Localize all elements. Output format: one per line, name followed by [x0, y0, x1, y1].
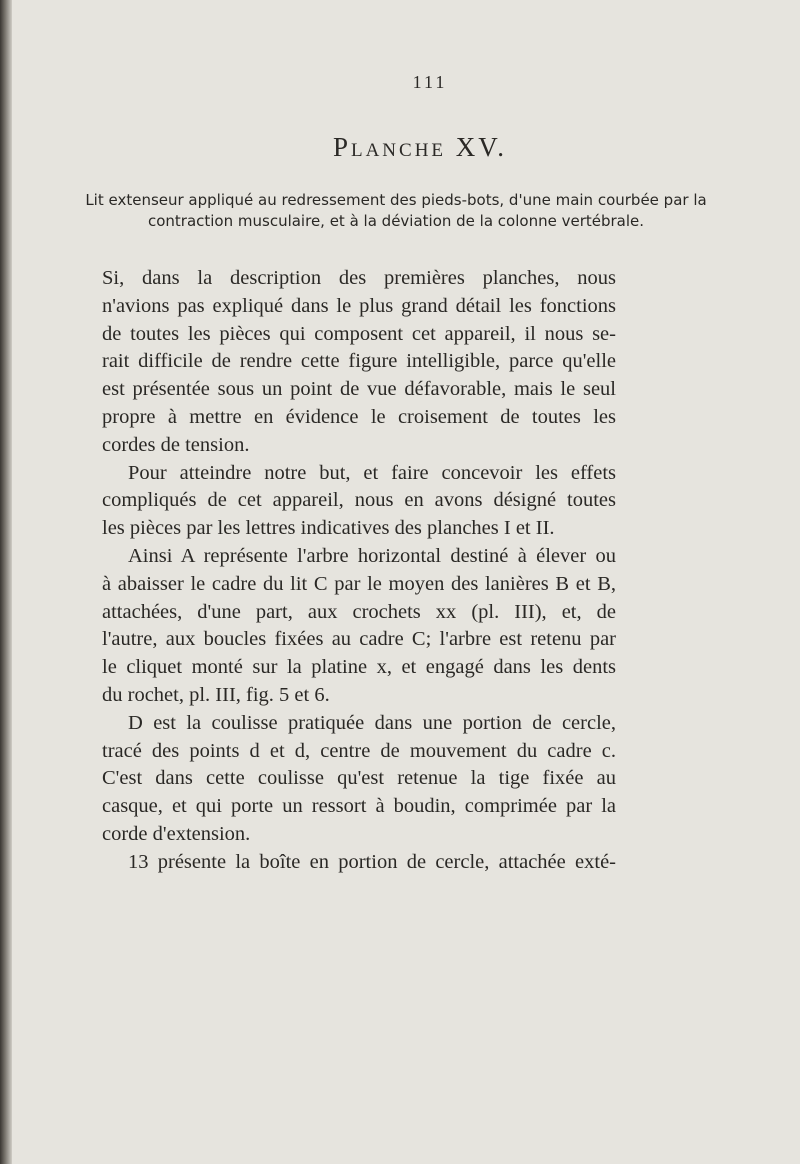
text-line: Pour atteindre notre but, et faire concevoir les effets — [128, 461, 616, 484]
text-line: Si, dans la description des premières planches, nous — [102, 267, 616, 289]
text-line: du rochet, pl. III, fig. 5 et 6. — [102, 683, 330, 706]
paragraph — [76, 265, 616, 460]
plate-title: Planche XV. — [332, 132, 508, 162]
text-line: 13 présente la boîte en portion de cercle, attachée exté- — [128, 850, 616, 873]
body-text — [76, 265, 616, 877]
text-line: rait difficile de rendre cette figure intelligible, parce qu'elle — [102, 350, 616, 373]
text-line: attachées, d'une part, aux crochets xx (pl. III), et, de — [102, 600, 616, 623]
text-line: propre à mettre en évidence le croisement de toutes les — [102, 405, 616, 428]
text-line: Ainsi A représente l'arbre horizontal destiné à élever ou — [128, 544, 616, 567]
text-line: le cliquet monté sur la platine x, et engagé dans les dents — [102, 656, 616, 679]
text-line: de toutes les pièces qui composent cet appareil, il nous se- — [102, 322, 616, 345]
plate-caption: Lit extenseur appliqué au redressement des pieds-bots, d'une main courbée par la contraction musculaire, et à la déviation de la colonne vertébrale. — [85, 191, 707, 230]
text-line: D est la coulisse pratiquée dans une portion de cercle, — [128, 711, 616, 734]
text-line: à abaisser le cadre du lit C par le moyen des lanières B et B, — [102, 572, 616, 595]
text-line: est présentée sous un point de vue défavorable, mais le seul — [102, 378, 616, 401]
page-number: 111 — [412, 72, 448, 92]
text-line: C'est dans cette coulisse qu'est retenue la tige fixée au — [102, 767, 616, 790]
text-line: l'autre, aux boucles fixées au cadre C; l'arbre est retenu par — [102, 628, 616, 651]
paragraph — [76, 543, 616, 710]
book-spine-shadow — [0, 0, 12, 1164]
text-line: casque, et qui porte un ressort à boudin, comprimée par la — [102, 795, 616, 818]
paragraph — [76, 849, 616, 877]
text-line: cordes de tension. — [102, 433, 250, 456]
text-line: compliqués de cet appareil, nous en avons désigné toutes — [102, 489, 616, 512]
text-line: les pièces par les lettres indicatives des planches I et II. — [102, 517, 555, 540]
text-line: tracé des points d et d, centre de mouvement du cadre c. — [102, 739, 616, 762]
paragraph — [76, 460, 616, 543]
paragraph — [76, 710, 616, 849]
text-line: corde d'extension. — [102, 822, 251, 845]
text-line: n'avions pas expliqué dans le plus grand détail les fonctions — [102, 294, 616, 317]
